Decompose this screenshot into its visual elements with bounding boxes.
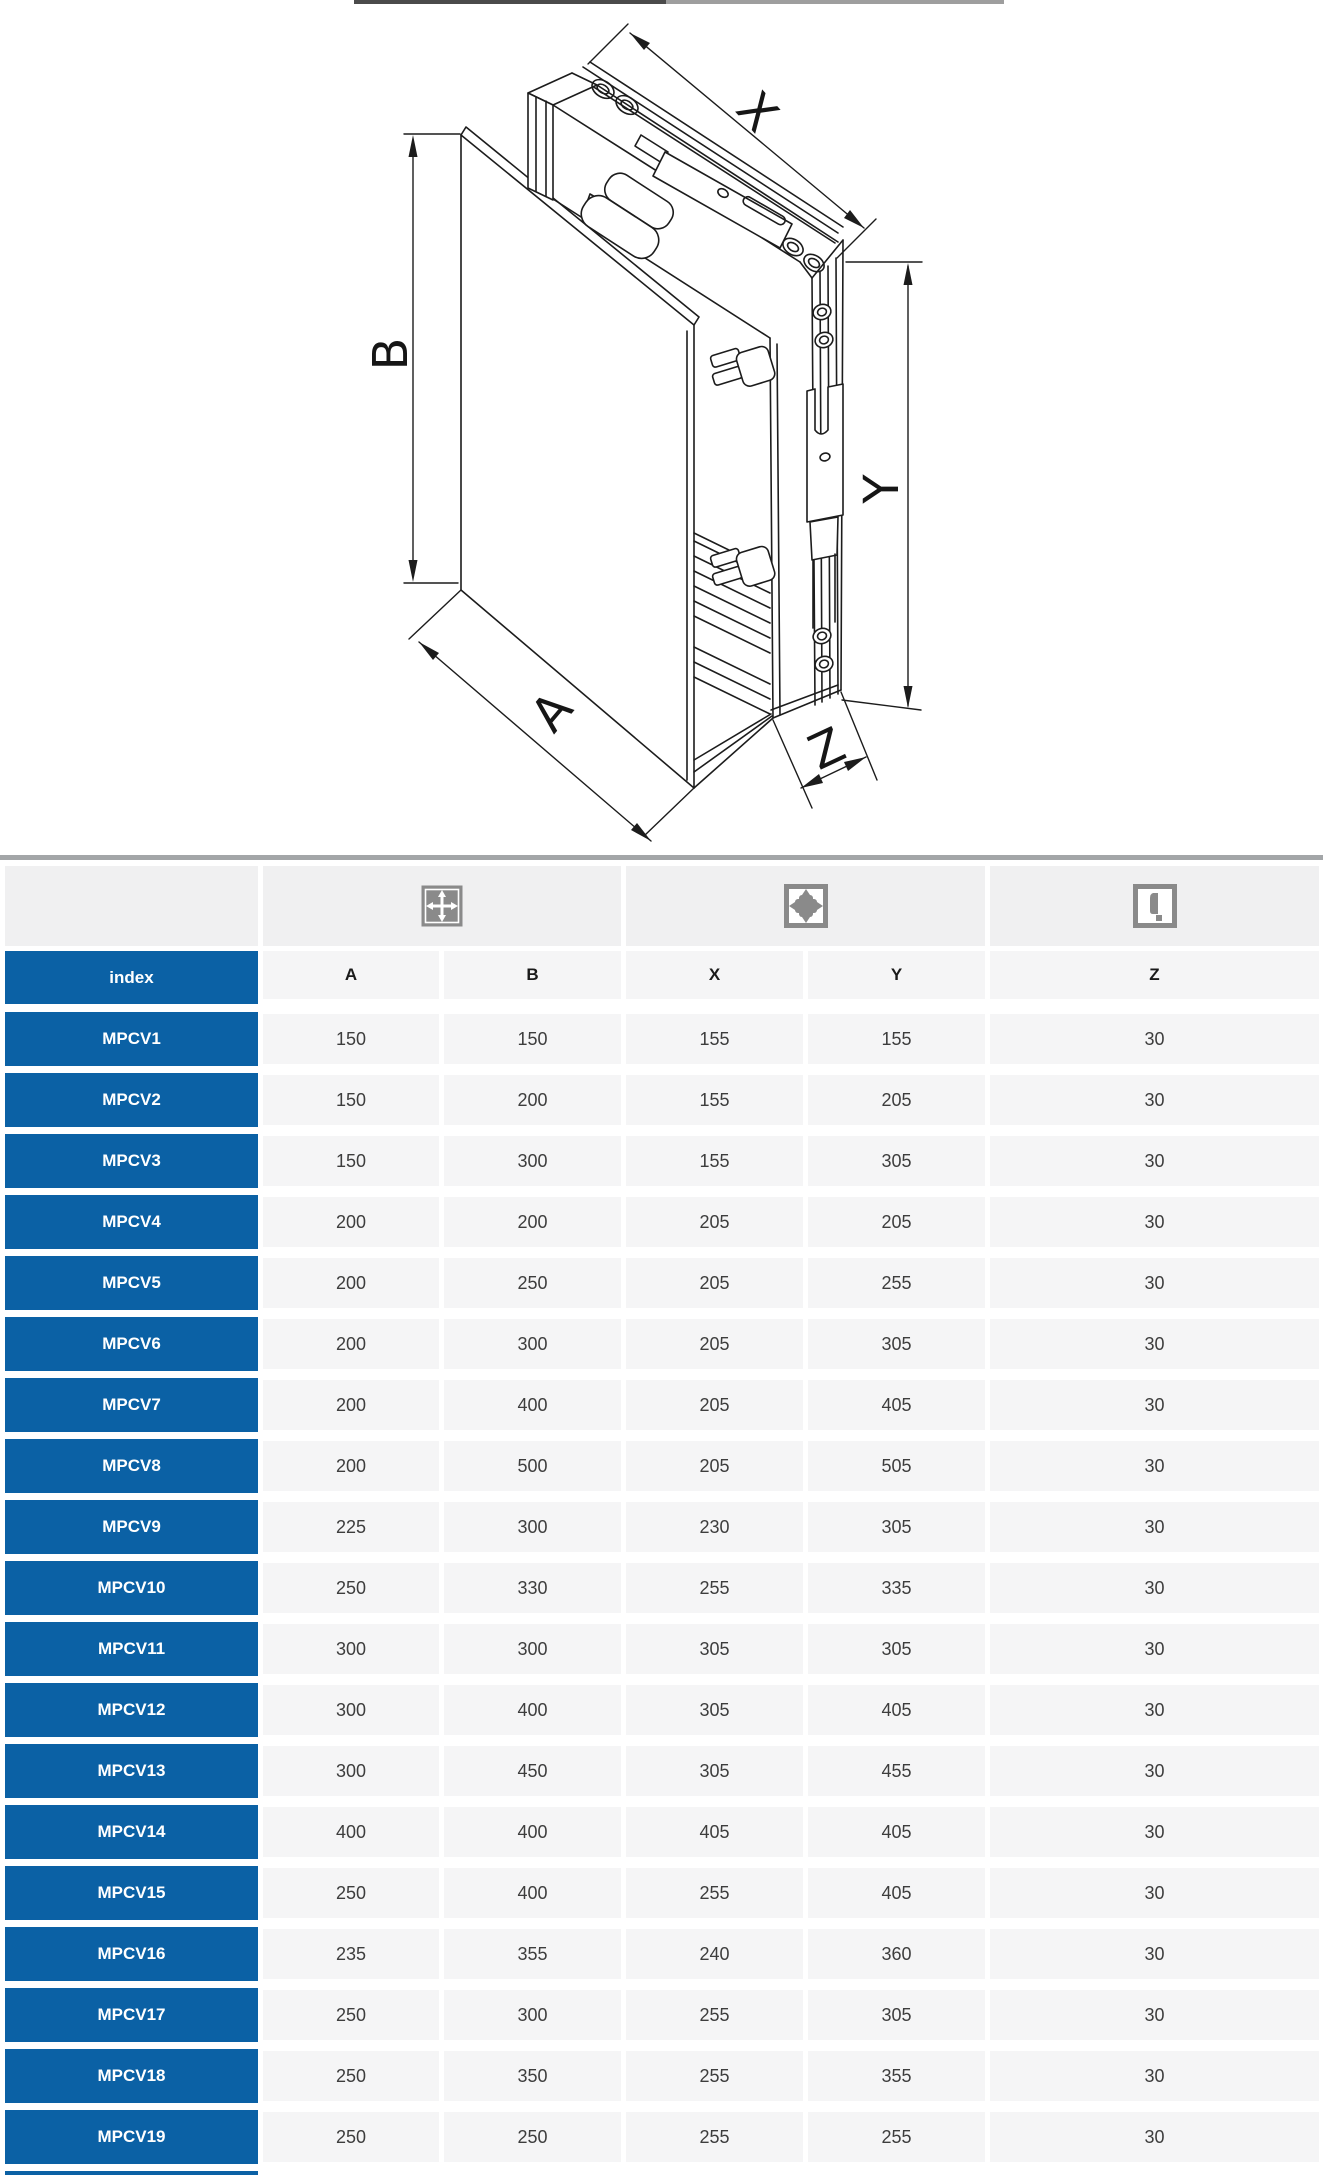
row-value-cell-a: 300 bbox=[263, 1685, 439, 1735]
row-value-cell-z: 30 bbox=[990, 1624, 1319, 1674]
row-value-cell-z: 30 bbox=[990, 1075, 1319, 1125]
row-value-cell-z: 30 bbox=[990, 1380, 1319, 1430]
row-index-cell: MPCV7 bbox=[5, 1378, 258, 1432]
row-value-cell-z: 30 bbox=[990, 2112, 1319, 2162]
row-value-cell-a: 200 bbox=[263, 1380, 439, 1430]
row-value-cell-b: 500 bbox=[444, 1441, 621, 1491]
row-value-cell-z: 30 bbox=[990, 1685, 1319, 1735]
row-value-cell-a: 150 bbox=[263, 1136, 439, 1186]
row-index-cell: MPCV1 bbox=[5, 1012, 258, 1066]
row-value-cell-x: 255 bbox=[626, 1868, 803, 1918]
row-value-cell-z: 30 bbox=[990, 1319, 1319, 1369]
row-value-cell-x: 305 bbox=[626, 1746, 803, 1796]
row-value-cell-x: 230 bbox=[626, 1502, 803, 1552]
table-row bbox=[5, 1134, 1319, 1188]
dim-label-x: X bbox=[725, 81, 789, 143]
row-value-cell-a: 300 bbox=[263, 1746, 439, 1796]
technical-drawing-area bbox=[0, 0, 1323, 855]
row-value-cell-x: 305 bbox=[626, 1685, 803, 1735]
icon-cell-ab bbox=[263, 866, 621, 946]
table-row bbox=[5, 2049, 1319, 2103]
icon-cell-empty bbox=[5, 866, 258, 946]
row-index-cell: MPCV16 bbox=[5, 1927, 258, 1981]
table-row bbox=[5, 1073, 1319, 1127]
row-value-cell-b: 300 bbox=[444, 1990, 621, 2040]
dim-label-a: A bbox=[519, 681, 585, 743]
row-index-cell: MPCV3 bbox=[5, 1134, 258, 1188]
row-value-cell-b: 200 bbox=[444, 1075, 621, 1125]
row-value-cell-b: 300 bbox=[444, 1319, 621, 1369]
row-value-cell-x: 155 bbox=[626, 1075, 803, 1125]
row-value-cell-a: 200 bbox=[263, 1197, 439, 1247]
row-value-cell-b: 300 bbox=[444, 1136, 621, 1186]
row-value-cell-b: 200 bbox=[444, 1197, 621, 1247]
row-value-cell-z: 30 bbox=[990, 1258, 1319, 1308]
row-value-cell-y: 205 bbox=[808, 1197, 985, 1247]
table-row bbox=[5, 1866, 1319, 1920]
row-value-cell-z: 30 bbox=[990, 1014, 1319, 1064]
table-row bbox=[5, 1683, 1319, 1737]
table-row bbox=[5, 1378, 1319, 1432]
row-value-cell-b: 400 bbox=[444, 1807, 621, 1857]
row-value-cell-b: 355 bbox=[444, 1929, 621, 1979]
row-value-cell-x: 255 bbox=[626, 1990, 803, 2040]
cam-lock-lower bbox=[710, 545, 777, 588]
table-row bbox=[5, 1195, 1319, 1249]
row-value-cell-b: 400 bbox=[444, 1868, 621, 1918]
row-value-cell-z: 30 bbox=[990, 1197, 1319, 1247]
row-index-cell: MPCV18 bbox=[5, 2049, 258, 2103]
partial-next-row bbox=[5, 2171, 258, 2175]
table-row bbox=[5, 2110, 1319, 2164]
technical-drawing bbox=[0, 0, 1323, 855]
row-value-cell-z: 30 bbox=[990, 1136, 1319, 1186]
row-value-cell-z: 30 bbox=[990, 1990, 1319, 2040]
row-index-cell: MPCV2 bbox=[5, 1073, 258, 1127]
row-value-cell-b: 330 bbox=[444, 1563, 621, 1613]
table-icon-header-row bbox=[5, 866, 1319, 946]
row-value-cell-a: 225 bbox=[263, 1502, 439, 1552]
row-value-cell-y: 305 bbox=[808, 1319, 985, 1369]
row-value-cell-z: 30 bbox=[990, 1807, 1319, 1857]
table-row bbox=[5, 1805, 1319, 1859]
row-index-cell: MPCV17 bbox=[5, 1988, 258, 2042]
row-value-cell-y: 335 bbox=[808, 1563, 985, 1613]
table-header-row bbox=[5, 951, 1319, 1004]
row-index-cell: MPCV5 bbox=[5, 1256, 258, 1310]
row-value-cell-x: 205 bbox=[626, 1319, 803, 1369]
row-index-cell: MPCV11 bbox=[5, 1622, 258, 1676]
table-row bbox=[5, 1561, 1319, 1615]
row-value-cell-y: 255 bbox=[808, 2112, 985, 2162]
row-value-cell-b: 350 bbox=[444, 2051, 621, 2101]
row-value-cell-x: 255 bbox=[626, 1563, 803, 1613]
outer-dimensions-icon bbox=[784, 884, 828, 928]
row-index-cell: MPCV15 bbox=[5, 1866, 258, 1920]
row-value-cell-y: 255 bbox=[808, 1258, 985, 1308]
table-rows bbox=[5, 1012, 1319, 2164]
row-value-cell-y: 405 bbox=[808, 1807, 985, 1857]
row-value-cell-z: 30 bbox=[990, 1502, 1319, 1552]
row-value-cell-a: 200 bbox=[263, 1441, 439, 1491]
row-value-cell-a: 250 bbox=[263, 1563, 439, 1613]
row-value-cell-a: 150 bbox=[263, 1014, 439, 1064]
row-value-cell-z: 30 bbox=[990, 1746, 1319, 1796]
row-value-cell-a: 150 bbox=[263, 1075, 439, 1125]
dim-label-y: Y bbox=[854, 474, 910, 504]
row-index-cell: MPCV13 bbox=[5, 1744, 258, 1798]
row-value-cell-b: 400 bbox=[444, 1685, 621, 1735]
row-value-cell-z: 30 bbox=[990, 1441, 1319, 1491]
dim-label-z: Z bbox=[800, 716, 854, 782]
row-value-cell-y: 305 bbox=[808, 1136, 985, 1186]
row-value-cell-a: 250 bbox=[263, 1868, 439, 1918]
row-value-cell-y: 405 bbox=[808, 1380, 985, 1430]
row-value-cell-x: 205 bbox=[626, 1197, 803, 1247]
table-row bbox=[5, 1439, 1319, 1493]
row-value-cell-y: 205 bbox=[808, 1075, 985, 1125]
row-value-cell-b: 250 bbox=[444, 2112, 621, 2162]
row-value-cell-y: 355 bbox=[808, 2051, 985, 2101]
table-row bbox=[5, 1317, 1319, 1371]
row-value-cell-a: 300 bbox=[263, 1624, 439, 1674]
header-z: Z bbox=[990, 951, 1319, 999]
row-value-cell-a: 200 bbox=[263, 1319, 439, 1369]
row-value-cell-y: 505 bbox=[808, 1441, 985, 1491]
row-value-cell-x: 405 bbox=[626, 1807, 803, 1857]
header-y: Y bbox=[808, 951, 985, 999]
row-value-cell-y: 360 bbox=[808, 1929, 985, 1979]
cam-lock-upper bbox=[710, 345, 777, 388]
table-row bbox=[5, 1988, 1319, 2042]
row-value-cell-z: 30 bbox=[990, 1563, 1319, 1613]
row-value-cell-a: 250 bbox=[263, 1990, 439, 2040]
row-value-cell-y: 455 bbox=[808, 1746, 985, 1796]
row-value-cell-y: 405 bbox=[808, 1868, 985, 1918]
row-value-cell-a: 250 bbox=[263, 2051, 439, 2101]
row-value-cell-x: 240 bbox=[626, 1929, 803, 1979]
row-value-cell-x: 305 bbox=[626, 1624, 803, 1674]
icon-cell-z bbox=[990, 866, 1319, 946]
row-value-cell-a: 200 bbox=[263, 1258, 439, 1308]
inner-dimensions-icon bbox=[420, 884, 464, 928]
spec-table bbox=[0, 860, 1319, 2175]
row-value-cell-a: 250 bbox=[263, 2112, 439, 2162]
row-index-cell: MPCV19 bbox=[5, 2110, 258, 2164]
table-row bbox=[5, 1012, 1319, 1066]
row-value-cell-x: 255 bbox=[626, 2051, 803, 2101]
header-b: B bbox=[444, 951, 621, 999]
row-value-cell-b: 300 bbox=[444, 1502, 621, 1552]
depth-icon bbox=[1133, 884, 1177, 928]
row-value-cell-a: 400 bbox=[263, 1807, 439, 1857]
dim-label-b: B bbox=[363, 337, 419, 371]
row-index-cell: MPCV6 bbox=[5, 1317, 258, 1371]
row-index-cell: MPCV4 bbox=[5, 1195, 258, 1249]
panel-front-face bbox=[461, 135, 694, 788]
row-value-cell-b: 150 bbox=[444, 1014, 621, 1064]
table-row bbox=[5, 1744, 1319, 1798]
row-value-cell-y: 305 bbox=[808, 1502, 985, 1552]
table-row bbox=[5, 1927, 1319, 1981]
header-a: A bbox=[263, 951, 439, 999]
row-value-cell-y: 155 bbox=[808, 1014, 985, 1064]
row-index-cell: MPCV10 bbox=[5, 1561, 258, 1615]
row-value-cell-z: 30 bbox=[990, 1868, 1319, 1918]
row-value-cell-x: 155 bbox=[626, 1136, 803, 1186]
row-value-cell-y: 305 bbox=[808, 1990, 985, 2040]
row-value-cell-z: 30 bbox=[990, 2051, 1319, 2101]
row-value-cell-b: 300 bbox=[444, 1624, 621, 1674]
row-index-cell: MPCV14 bbox=[5, 1805, 258, 1859]
table-row bbox=[5, 1500, 1319, 1554]
row-value-cell-x: 205 bbox=[626, 1380, 803, 1430]
row-value-cell-x: 255 bbox=[626, 2112, 803, 2162]
row-index-cell: MPCV12 bbox=[5, 1683, 258, 1737]
row-value-cell-x: 205 bbox=[626, 1258, 803, 1308]
row-value-cell-x: 155 bbox=[626, 1014, 803, 1064]
table-row bbox=[5, 1256, 1319, 1310]
row-value-cell-z: 30 bbox=[990, 1929, 1319, 1979]
row-value-cell-x: 205 bbox=[626, 1441, 803, 1491]
row-index-cell: MPCV9 bbox=[5, 1500, 258, 1554]
table-row bbox=[5, 1622, 1319, 1676]
row-value-cell-a: 235 bbox=[263, 1929, 439, 1979]
row-value-cell-y: 305 bbox=[808, 1624, 985, 1674]
row-value-cell-b: 250 bbox=[444, 1258, 621, 1308]
header-x: X bbox=[626, 951, 803, 999]
icon-cell-xy bbox=[626, 866, 985, 946]
row-value-cell-y: 405 bbox=[808, 1685, 985, 1735]
row-index-cell: MPCV8 bbox=[5, 1439, 258, 1493]
row-value-cell-b: 400 bbox=[444, 1380, 621, 1430]
header-index: index bbox=[5, 951, 258, 1004]
row-value-cell-b: 450 bbox=[444, 1746, 621, 1796]
